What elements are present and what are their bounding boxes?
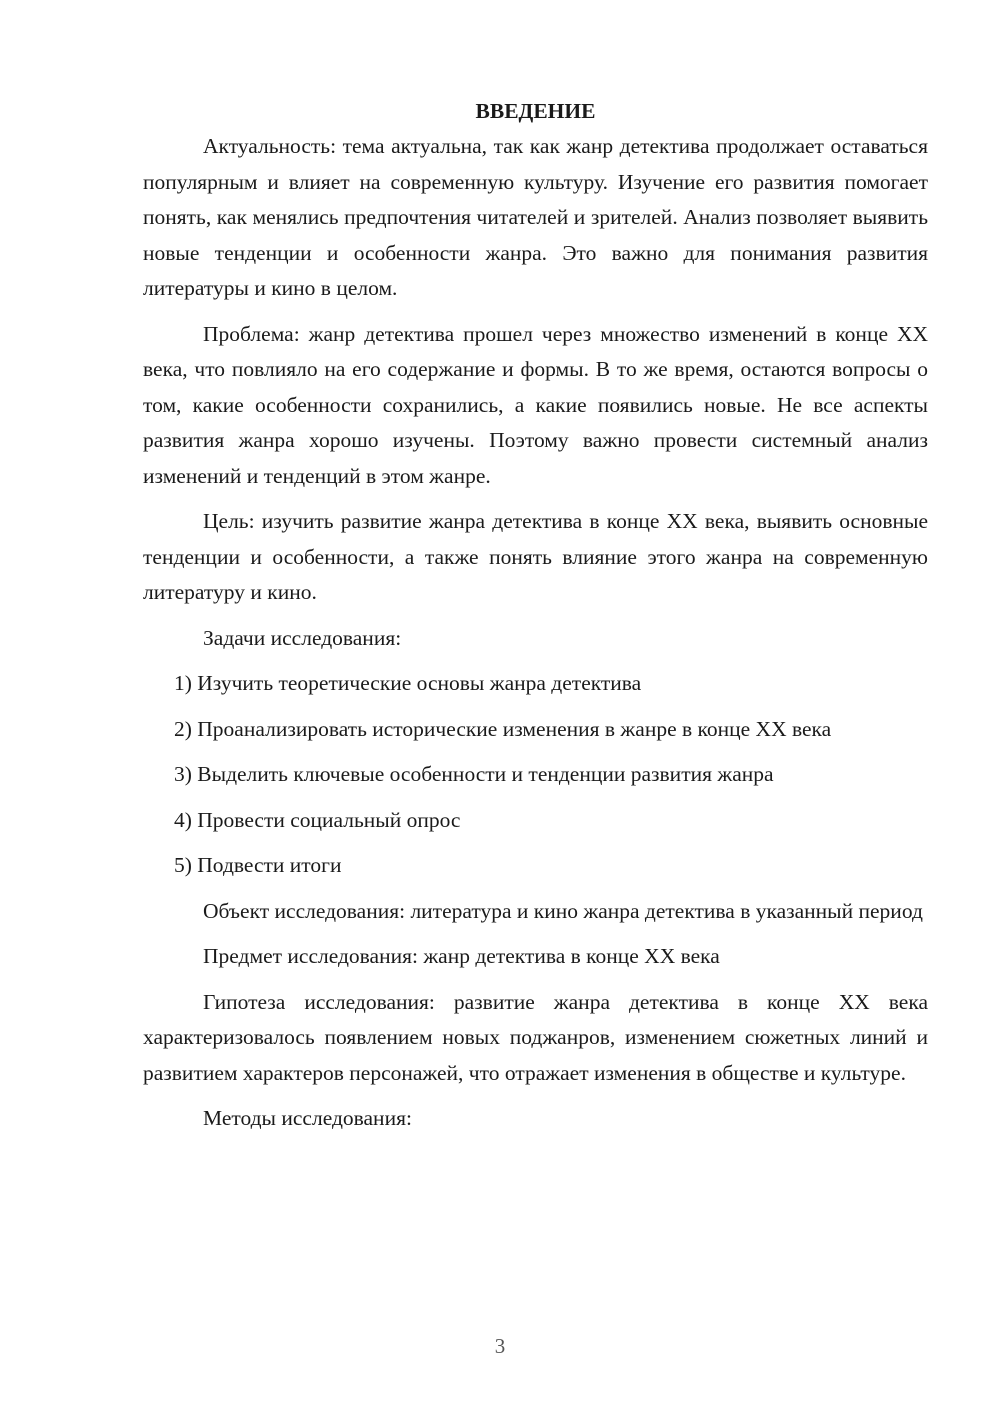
- list-item: 2) Проанализировать исторические изменения в жанре в конце XX века: [174, 716, 832, 741]
- paragraph-object: Объект исследования: литература и кино жанра детектива в указанный период: [203, 898, 923, 923]
- paragraph-problem: Проблема: жанр детектива прошел через множество изменений в конце XX века, что повлияло на его содержание и формы. В то же время, остаются вопросы о том, какие особенности сохранились, а какие появились новые. Не все аспекты развития жанра хорошо изучены. Поэтому важно провести системный анализ изменений и тенденций в этом жанре.: [143, 321, 928, 488]
- list-item: 1) Изучить теоретические основы жанра детектива: [174, 671, 642, 695]
- methods-heading: Методы исследования:: [203, 1106, 412, 1130]
- paragraph-subject: Предмет исследования: жанр детектива в конце XX века: [203, 944, 720, 968]
- page-number: 3: [494, 1334, 506, 1358]
- list-item: 3) Выделить ключевые особенности и тенденции развития жанра: [174, 762, 774, 786]
- paragraph-goal: Цель: изучить развитие жанра детектива в конце XX века, выявить основные тенденции и особенности, а также понять влияние этого жанра на современную литературу и кино.: [143, 509, 928, 604]
- section-title: ВВЕДЕНИЕ: [475, 99, 596, 123]
- document-page: [143, 94, 928, 1137]
- list-item: 5) Подвести итоги: [174, 853, 342, 877]
- paragraph-relevance: Актуальность: тема актуальна, так как жанр детектива продолжает оставаться популярным и влияет на современную культуру. Изучение его развития помогает понять, как менялись предпочтения читателей и зрителей. Анализ позволяет выявить новые тенденции и особенности жанра. Это важно для понимания развития литературы и кино в целом.: [143, 134, 928, 300]
- tasks-list: [143, 666, 928, 884]
- list-item: 4) Провести социальный опрос: [174, 807, 461, 832]
- tasks-heading: Задачи исследования:: [203, 625, 402, 650]
- paragraph-hypothesis: Гипотеза исследования: развитие жанра детектива в конце XX века характеризовалось появлением новых поджанров, изменением сюжетных линий и развитием характеров персонажей, что отражает изменения в обществе и культуре.: [143, 989, 928, 1085]
